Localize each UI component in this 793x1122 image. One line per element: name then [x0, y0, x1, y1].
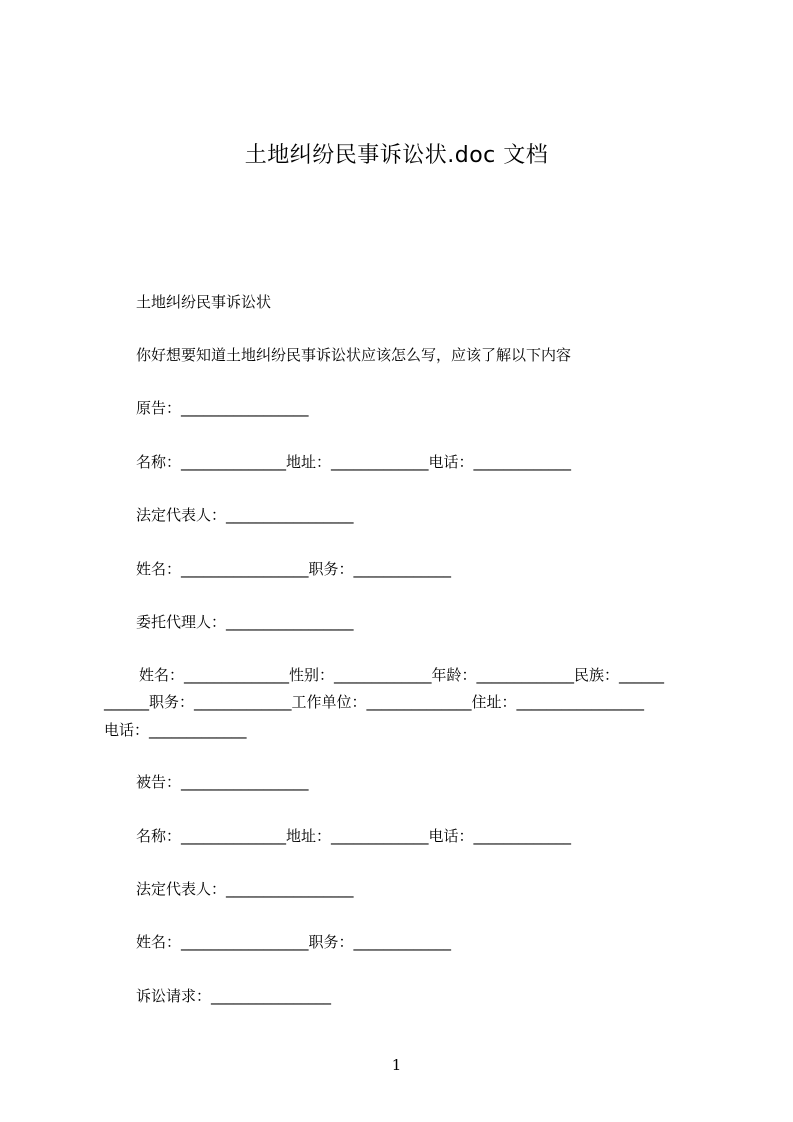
document-title: 土地纠纷民事诉讼状.doc 文档 — [244, 143, 549, 168]
agent-phone-line: 电话：_____________ — [104, 721, 247, 739]
plaintiff-name-address-phone-line: 名称：______________地址：_____________电话：_____________ — [136, 453, 572, 471]
plaintiff-legal-representative-line: 法定代表人：_________________ — [136, 506, 354, 524]
defendant-line: 被告：_________________ — [136, 773, 309, 791]
agent-details-line-1: 姓名：______________性别：_____________年龄：_____________民族：______ — [139, 666, 665, 684]
intro-paragraph: 你好想要知道土地纠纷民事诉讼状应该怎么写，应该了解以下内容 — [136, 346, 572, 364]
plaintiff-line: 原告：_________________ — [136, 399, 309, 417]
plaintiff-rep-name-position-line: 姓名：_________________职务：_____________ — [136, 560, 452, 578]
section-heading: 土地纠纷民事诉讼状 — [136, 293, 272, 311]
claims-line: 诉讼请求：________________ — [136, 987, 332, 1005]
defendant-rep-name-position-line: 姓名：_________________职务：_____________ — [136, 933, 452, 951]
agent-line: 委托代理人：_________________ — [136, 613, 354, 631]
agent-details-line-2: ______职务：_____________工作单位：______________住址：_________________ — [104, 693, 645, 711]
defendant-name-address-phone-line: 名称：______________地址：_____________电话：_____________ — [136, 827, 572, 845]
page-number: 1 — [391, 1056, 402, 1074]
defendant-legal-representative-line: 法定代表人：_________________ — [136, 880, 354, 898]
